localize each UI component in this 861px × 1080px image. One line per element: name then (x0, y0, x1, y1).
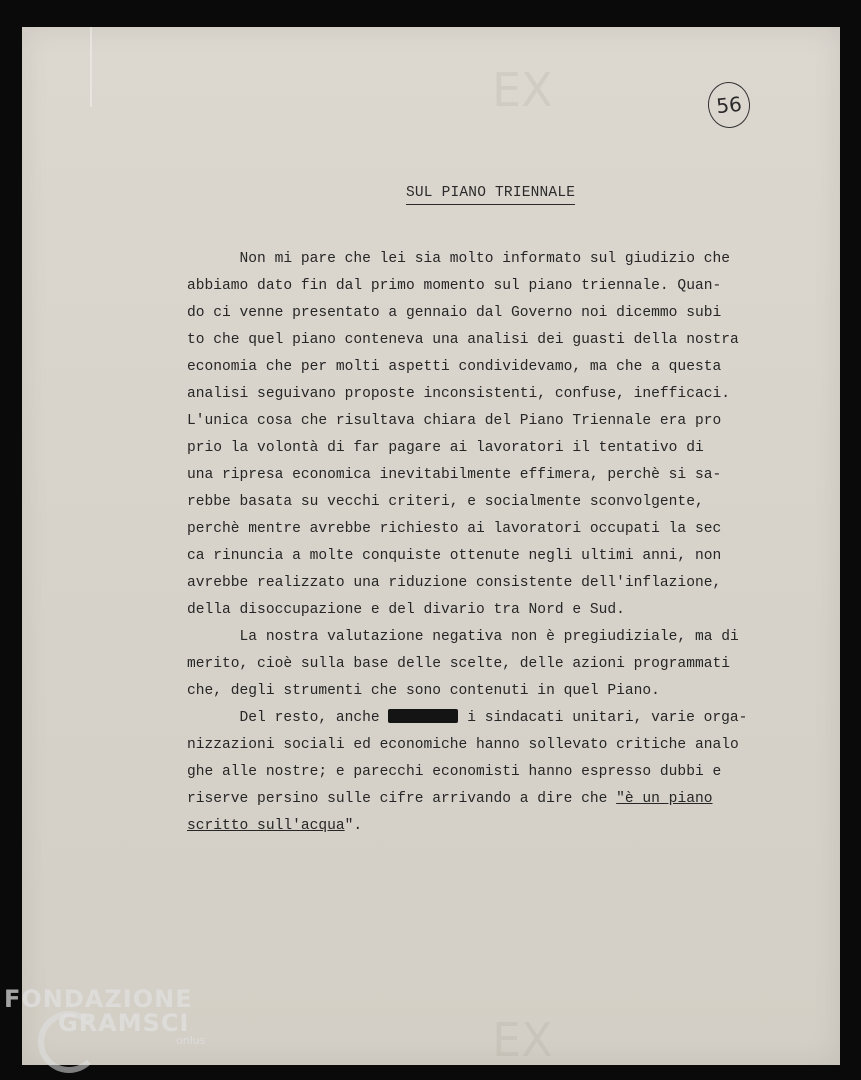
text-segment: riserve persino sulle cifre arrivando a dire che (187, 791, 617, 807)
quoted-text: scritto sull'acqua (187, 818, 345, 834)
paragraph-3 (187, 705, 787, 840)
quoted-text: "è un piano (616, 791, 713, 807)
text-line (187, 705, 787, 732)
watermark-bottom: EX (492, 1013, 553, 1067)
text-line: perchè mentre avrebbe richiesto ai lavoratori occupati la sec (187, 521, 722, 537)
document-body (187, 246, 787, 840)
logo-ring-icon (38, 1011, 100, 1073)
text-line: merito, cioè sulla base delle scelte, delle azioni programmati (187, 656, 730, 672)
text-line: rebbe basata su vecchi criteri, e socialmente sconvolgente, (187, 494, 704, 510)
text-line: to che quel piano conteneva una analisi dei guasti della nostra (187, 332, 739, 348)
archive-logo (4, 985, 205, 1047)
text-line: do ci venne presentato a gennaio dal Governo noi dicemmo subi (187, 305, 722, 321)
text-line: una ripresa economica inevitabilmente effimera, perchè si sa- (187, 467, 722, 483)
text-line (187, 813, 787, 840)
text-line: nizzazioni sociali ed economiche hanno sollevato critiche analo (187, 737, 739, 753)
text-line: La nostra valutazione negativa non è pregiudiziale, ma di (187, 629, 739, 645)
paragraph-2 (187, 624, 787, 705)
text-line: avrebbe realizzato una riduzione consistente dell'inflazione, (187, 575, 722, 591)
text-line: Non mi pare che lei sia molto informato sul giudizio che (187, 251, 730, 267)
paper-fold (90, 27, 92, 107)
text-segment: Del resto, anche (187, 710, 389, 726)
text-segment: i sindacati unitari, varie orga- (458, 710, 748, 726)
text-line: ghe alle nostre; e parecchi economisti hanno espresso dubbi e (187, 764, 722, 780)
text-line: che, degli strumenti che sono contenuti in quel Piano. (187, 683, 660, 699)
logo-text-line3: onlus (176, 1034, 206, 1047)
paragraph-1 (187, 246, 787, 624)
document-page (22, 27, 840, 1065)
text-line: L'unica cosa che risultava chiara del Piano Triennale era pro (187, 413, 722, 429)
text-line: abbiamo dato fin dal primo momento sul piano triennale. Quan- (187, 278, 722, 294)
text-line: ca rinuncia a molte conquiste ottenute negli ultimi anni, non (187, 548, 722, 564)
redaction-mark (388, 709, 458, 723)
page-number: 56 (706, 80, 753, 130)
logo-text-line1: FONDAZIONE (4, 985, 193, 1013)
logo-text-line2: GRAMSCI (58, 1009, 190, 1037)
text-line: analisi seguivano proposte inconsistenti, confuse, inefficaci. (187, 386, 730, 402)
text-line: economia che per molti aspetti condividevamo, ma che a questa (187, 359, 722, 375)
text-line: della disoccupazione e del divario tra Nord e Sud. (187, 602, 625, 618)
text-line (187, 786, 787, 813)
text-segment: ". (344, 818, 363, 834)
watermark-top: EX (492, 63, 553, 117)
text-line: prio la volontà di far pagare ai lavoratori il tentativo di (187, 440, 704, 456)
document-title: SUL PIANO TRIENNALE (406, 185, 575, 205)
